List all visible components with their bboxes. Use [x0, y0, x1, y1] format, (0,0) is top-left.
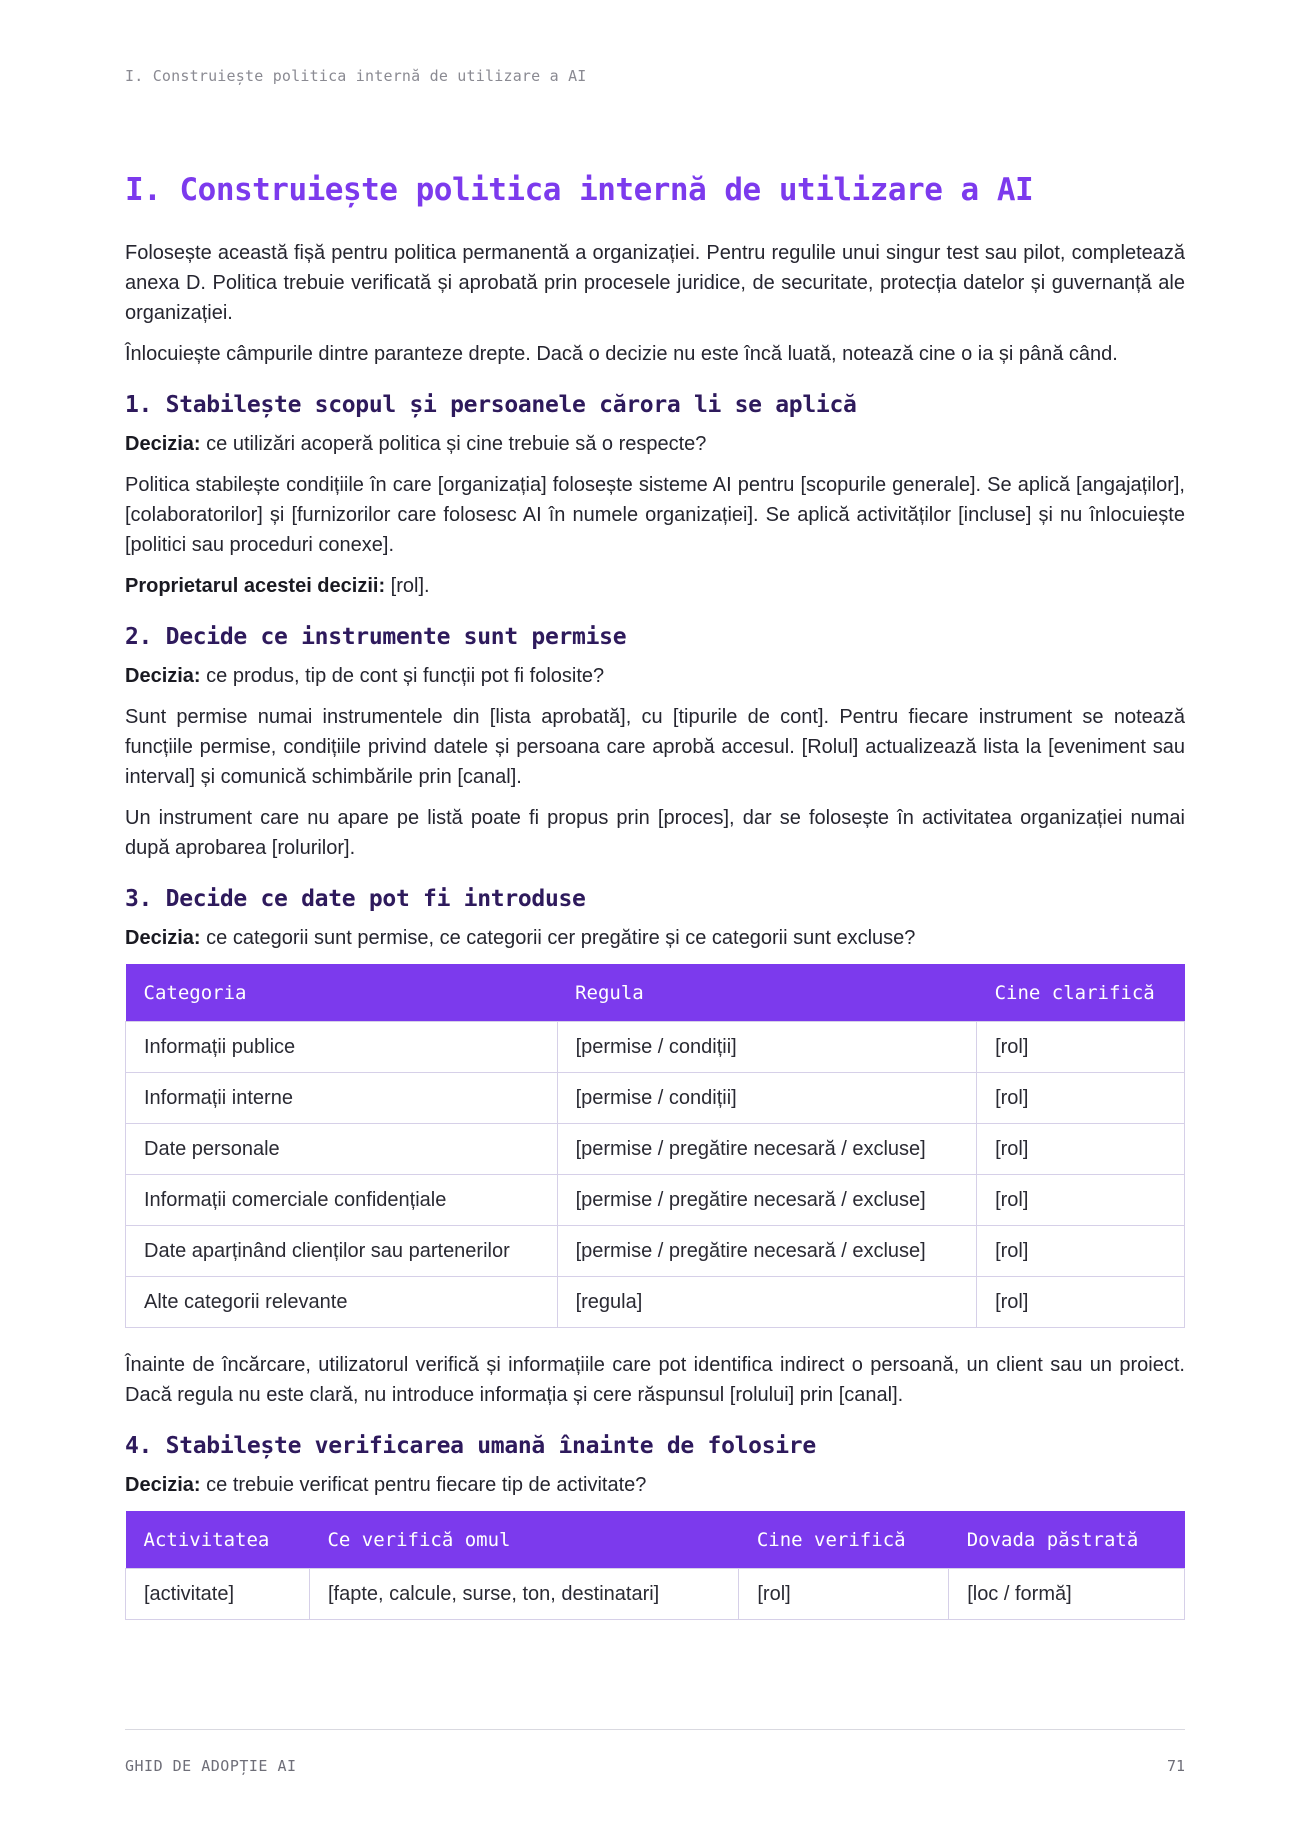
table-cell: [permise / pregătire necesară / excluse]	[557, 1175, 977, 1226]
footer-guide-title: GHID DE ADOPȚIE AI	[125, 1757, 297, 1775]
decision-text: ce categorii sunt permise, ce categorii cer pregătire și ce categorii sunt excluse?	[200, 927, 916, 949]
column-header: Dovada păstrată	[949, 1511, 1185, 1569]
table-cell: [permise / condiții]	[557, 1022, 977, 1073]
section-4-heading: 4. Stabilește verificarea umană înainte de folosire	[125, 1433, 816, 1459]
table-header-row	[126, 964, 1185, 1022]
table-header-row	[126, 1511, 1185, 1569]
table-row	[126, 1022, 1185, 1073]
table-cell: [permise / condiții]	[557, 1073, 977, 1124]
column-header: Cine verifică	[739, 1511, 949, 1569]
section-2-heading: 2. Decide ce instrumente sunt permise	[125, 624, 627, 650]
owner-text: [rol].	[385, 575, 430, 597]
decision-label: Decizia:	[125, 1474, 201, 1496]
table-cell: [rol]	[977, 1226, 1185, 1277]
decision-label: Decizia:	[125, 433, 201, 455]
section-1-body: Politica stabilește condițiile în care [organizația] folosește sisteme AI pentru [scopurile generale]. Se aplică [angajaților], [colaboratorilor] și [furnizorilor care folosesc AI în numele organizației]. Se aplică activităților [incluse] și nu înlocuiește [politici sau proceduri conexe].	[125, 474, 1185, 556]
table-cell: Informații comerciale confidențiale	[126, 1175, 558, 1226]
table-row	[126, 1124, 1185, 1175]
intro-paragraph-2: Înlocuiește câmpurile dintre paranteze drepte. Dacă o decizie nu este încă luată, notează cine o ia și până când.	[125, 343, 1118, 365]
column-header: Regula	[557, 964, 977, 1022]
table-cell: [rol]	[977, 1022, 1185, 1073]
page-number: 71	[1166, 1757, 1185, 1775]
decision-text: ce trebuie verificat pentru fiecare tip de activitate?	[200, 1474, 647, 1496]
content-flow	[125, 238, 1185, 1642]
section-3-heading: 3. Decide ce date pot fi introduse	[125, 886, 586, 912]
section-3-after: Înainte de încărcare, utilizatorul verifică și informațiile care pot identifica indirect o persoană, un client sau un proiect. Dacă regula nu este clară, nu introduce informația și cere răspunsul [rolului] prin [canal].	[125, 1354, 1185, 1406]
table-cell: Informații publice	[126, 1022, 558, 1073]
table-cell: [fapte, calcule, surse, ton, destinatari]	[309, 1569, 738, 1620]
section-3-decision	[125, 923, 1185, 953]
table-cell: [rol]	[977, 1124, 1185, 1175]
decision-label: Decizia:	[125, 927, 201, 949]
table-cell: [loc / formă]	[949, 1569, 1185, 1620]
data-categories-table	[125, 964, 1185, 1328]
owner-label: Proprietarul acestei decizii:	[125, 575, 386, 597]
section-1-decision	[125, 429, 1185, 459]
section-1-owner	[125, 571, 1185, 601]
section-2-body-1: Sunt permise numai instrumentele din [lista aprobată], cu [tipurile de cont]. Pentru fiecare instrument se notează funcțiile permise, condițiile privind datele și persoana care aprobă accesul. [Rolul] actualizează lista la [eveniment sau interval] și comunică schimbările prin [canal].	[125, 706, 1185, 788]
table-cell: [regula]	[557, 1277, 977, 1328]
table-cell: [rol]	[739, 1569, 949, 1620]
table-cell: Alte categorii relevante	[126, 1277, 558, 1328]
column-header: Cine clarifică	[977, 964, 1185, 1022]
table-cell: [activitate]	[126, 1569, 310, 1620]
intro-paragraph-1: Folosește această fișă pentru politica permanentă a organizației. Pentru regulile unui singur test sau pilot, completează anexa D. Politica trebuie verificată și aprobată prin procesele juridice, de securitate, protecția datelor și guvernanță ale organizației.	[125, 242, 1185, 324]
table-row	[126, 1277, 1185, 1328]
section-2-body-2: Un instrument care nu apare pe listă poate fi propus prin [proces], dar se folosește în activitatea organizației numai după aprobarea [rolurilor].	[125, 807, 1185, 859]
section-2-decision	[125, 661, 1185, 691]
section-4-decision	[125, 1470, 1185, 1500]
section-1-heading: 1. Stabilește scopul și persoanele cărora li se aplică	[125, 392, 857, 418]
table-row	[126, 1175, 1185, 1226]
table-row	[126, 1073, 1185, 1124]
decision-text: ce produs, tip de cont și funcții pot fi folosite?	[200, 665, 605, 687]
table-row	[126, 1226, 1185, 1277]
table-row	[126, 1569, 1185, 1620]
decision-label: Decizia:	[125, 665, 201, 687]
running-header: I. Construiește politica internă de utilizare a AI	[125, 67, 587, 85]
table-cell: Informații interne	[126, 1073, 558, 1124]
column-header: Categoria	[126, 964, 558, 1022]
table-cell: Date aparținând clienților sau partenerilor	[126, 1226, 558, 1277]
human-review-table	[125, 1511, 1185, 1620]
table-cell: [permise / pregătire necesară / excluse]	[557, 1124, 977, 1175]
column-header: Ce verifică omul	[309, 1511, 738, 1569]
table-cell: [rol]	[977, 1073, 1185, 1124]
page-title: I. Construiește politica internă de utilizare a AI	[125, 172, 1034, 208]
table-cell: [rol]	[977, 1277, 1185, 1328]
decision-text: ce utilizări acoperă politica și cine trebuie să o respecte?	[200, 433, 707, 455]
table-cell: [permise / pregătire necesară / excluse]	[557, 1226, 977, 1277]
table-cell: [rol]	[977, 1175, 1185, 1226]
footer-divider	[125, 1729, 1185, 1730]
column-header: Activitatea	[126, 1511, 310, 1569]
table-cell: Date personale	[126, 1124, 558, 1175]
